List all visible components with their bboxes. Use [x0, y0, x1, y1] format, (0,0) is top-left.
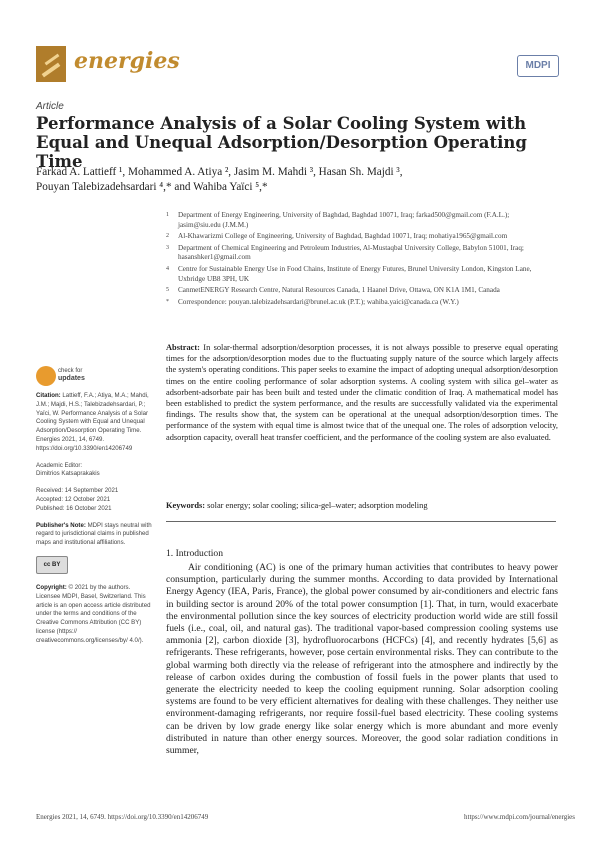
published-date: Published: 16 October 2021 [36, 504, 112, 512]
affiliation-number: 2 [166, 233, 169, 240]
publisher-note-text: MDPI stays neutral with regard to jurisdictional claims in published maps and institutional affiliations. [36, 521, 152, 547]
copyright-label: Copyright: [36, 583, 67, 591]
accepted-date: Accepted: 12 October 2021 [36, 495, 111, 503]
affiliation-text: Department of Energy Engineering, University of Baghdad, Baghdad 10071, Iraq; farkad500@gmail.com (F.A.L.); jasim@siu.edu (J.M.M.) [178, 211, 510, 229]
affiliation-text: Department of Chemical Engineering and Petroleum Industries, Al-Mustaqbal University College, Babylon 51001, Iraq; hasanshker1@gmail.com [178, 243, 524, 262]
publisher-logo[interactable]: MDPI [517, 55, 559, 77]
section-heading: 1. Introduction [166, 548, 224, 559]
check-updates-icon[interactable] [36, 366, 56, 386]
editor-block [36, 462, 154, 480]
article-title: Performance Analysis of a Solar Cooling System with Equal and Unequal Adsorption/Desorption Operating Time [36, 114, 527, 171]
author-line-2: Pouyan Talebizadehsardari ⁴,* and Wahiba Yaïci ⁵,* [36, 181, 268, 193]
affiliation-number: 5 [166, 287, 169, 294]
introduction-paragraph: Air conditioning (AC) is one of the primary human activities that contributes to heavy power consumption, particularly during the summer months. According to data provided by International Energy Agency (IEA, Paris, France), the global power consumed by air-conditioners and electric fans in building sector is around 20% of the total power consumption [1]. That, in turn, would exacerbate the environmental pollution since the key sources of electricity production world wide are still fossil fuels (i.e., coal, oil, and natural gas). The traditional vapor-based compression cooling systems use ammonia [2], carbon dioxide [3], hydrofluorocarbons (HCFCs) [4], and recently hydrates [5,6] as refrigerants. These refrigerants, however, pose certain environmental risks. They can contribute to the global warming both directly via the release of refrigerant into the atmosphere and indirectly by the release of carbon oxides during the combustion of fossil fuels in the power plants that used to generate the electricity needed to keep the cooling equipment running. Solar adsorption cooling systems are found to be very efficient alternatives for dealing with these challenges. They neither use environment-damaging refrigerants, nor require fossil-fuel based electricity. These cooling systems can be driven by low grade energy like solar energy which is more abundant and more evenly distributed in nature than other energy sources. Moreover, the good solar radiation conditions in summer, [166, 562, 558, 757]
citation-text: Lattieff, F.A.; Atiya, M.A.; Mahdi, J.M.; Majdi, H.S.; Talebizadehsardari, P.; Yaïci, W. Performance Analysis of a Solar Cooling System with Equal and Unequal Adsorption/Desorption Operating Time. Energies 2021, 14, 6749. https://doi.org/10.3390/en14206749 [36, 392, 149, 452]
article-type: Article [36, 101, 64, 112]
affiliation-number: 3 [166, 244, 169, 251]
cc-license-icon[interactable]: cc BY [36, 556, 68, 574]
affiliation-text: Al-Khawarizmi College of Engineering, University of Baghdad, Baghdad 10071, Iraq; mohatiya1965@gmail.com [178, 232, 508, 241]
keywords [166, 500, 558, 511]
affiliation-item [166, 232, 546, 242]
affiliation-item [166, 286, 546, 296]
publisher-note [36, 522, 154, 548]
author-list [36, 165, 556, 195]
affiliation-number: 1 [166, 212, 169, 218]
affiliation-text: Correspondence: pouyan.talebizadehsardari@brunel.ac.uk (P.T.); wahiba.yaici@canada.ca (W.Y.) [178, 297, 459, 306]
abstract-label: Abstract: [166, 343, 200, 352]
copyright-text: © 2021 by the authors. Licensee MDPI, Basel, Switzerland. This article is an open access article distributed under the terms and conditions of the Creative Commons Attribution (CC BY) license (https:// creativecommons.org/licenses/by/ 4.0/). [36, 583, 151, 644]
author-line-1: Farkad A. Lattieff ¹, Mohammed A. Atiya ², Jasim M. Mahdi ³, Hasan Sh. Majdi ³, [36, 166, 403, 178]
affiliation-item [166, 298, 546, 308]
affiliation-text: Centre for Sustainable Energy Use in Food Chains, Institute of Energy Futures, Brunel University London, Kingston Lane, Uxbridge UB8 3PH, UK [178, 264, 532, 283]
journal-logo-icon [36, 46, 66, 82]
keywords-label: Keywords: [166, 501, 206, 510]
check-updates-line2[interactable]: updates [58, 375, 85, 382]
copyright-block [36, 584, 154, 646]
footer-citation[interactable]: Energies 2021, 14, 6749. https://doi.org/10.3390/en14206749 [36, 813, 209, 821]
affiliation-item [166, 265, 546, 284]
affiliation-number: 4 [166, 265, 169, 272]
abstract [166, 342, 558, 443]
abstract-text: In solar-thermal adsorption/desorption processes, it is not always possible to preserve equal operating times for the adsorption/desorption modes due to the fluctuating supply nature of the source which largely affects the system's operating conditions. This paper seeks to examine the impact of adopting unequal adsorption/desorption times on the entire cooling performance of solar adsorption systems. A cooling system with silica gel–water as adsorbent-adsorbate pair has been built and tested under the climatic condition of Iraq. A mathematical model has been established to predict the system performance, and the results are successfully validated via the experimental findings. The results show that, the system can be operational at the unequal adsorption/desorption times. The performance of the system with equal time is almost twice that of the unequal one. The roles of adsorption velocity, adsorption capacity, overall heat transfer coefficient, and the performance of the cooling system are also evaluated. [166, 343, 558, 442]
affiliation-item [166, 211, 546, 230]
affiliations [166, 211, 546, 309]
section-divider [166, 521, 556, 522]
editor-name: Dimitrios Katsaprakakis [36, 470, 100, 478]
received-date: Received: 14 September 2021 [36, 487, 119, 495]
footer-url[interactable]: https://www.mdpi.com/journal/energies [464, 813, 576, 821]
affiliation-text: CanmetENERGY Research Centre, Natural Resources Canada, 1 Haanel Drive, Ottawa, ON K1A 1M1, Canada [178, 286, 500, 295]
check-updates-line1[interactable]: check for [58, 368, 83, 374]
dates-block [36, 487, 154, 513]
citation-block [36, 392, 154, 454]
affiliation-number: * [166, 298, 169, 305]
affiliation-item [166, 244, 546, 263]
editor-label: Academic Editor: [36, 461, 83, 469]
citation-label: Citation: [36, 392, 61, 399]
journal-name: energies [74, 48, 180, 74]
publisher-note-label: Publisher's Note: [36, 521, 86, 529]
keywords-text: solar energy; solar cooling; silica-gel–water; adsorption modeling [207, 501, 428, 510]
article-sidebar [36, 392, 154, 654]
